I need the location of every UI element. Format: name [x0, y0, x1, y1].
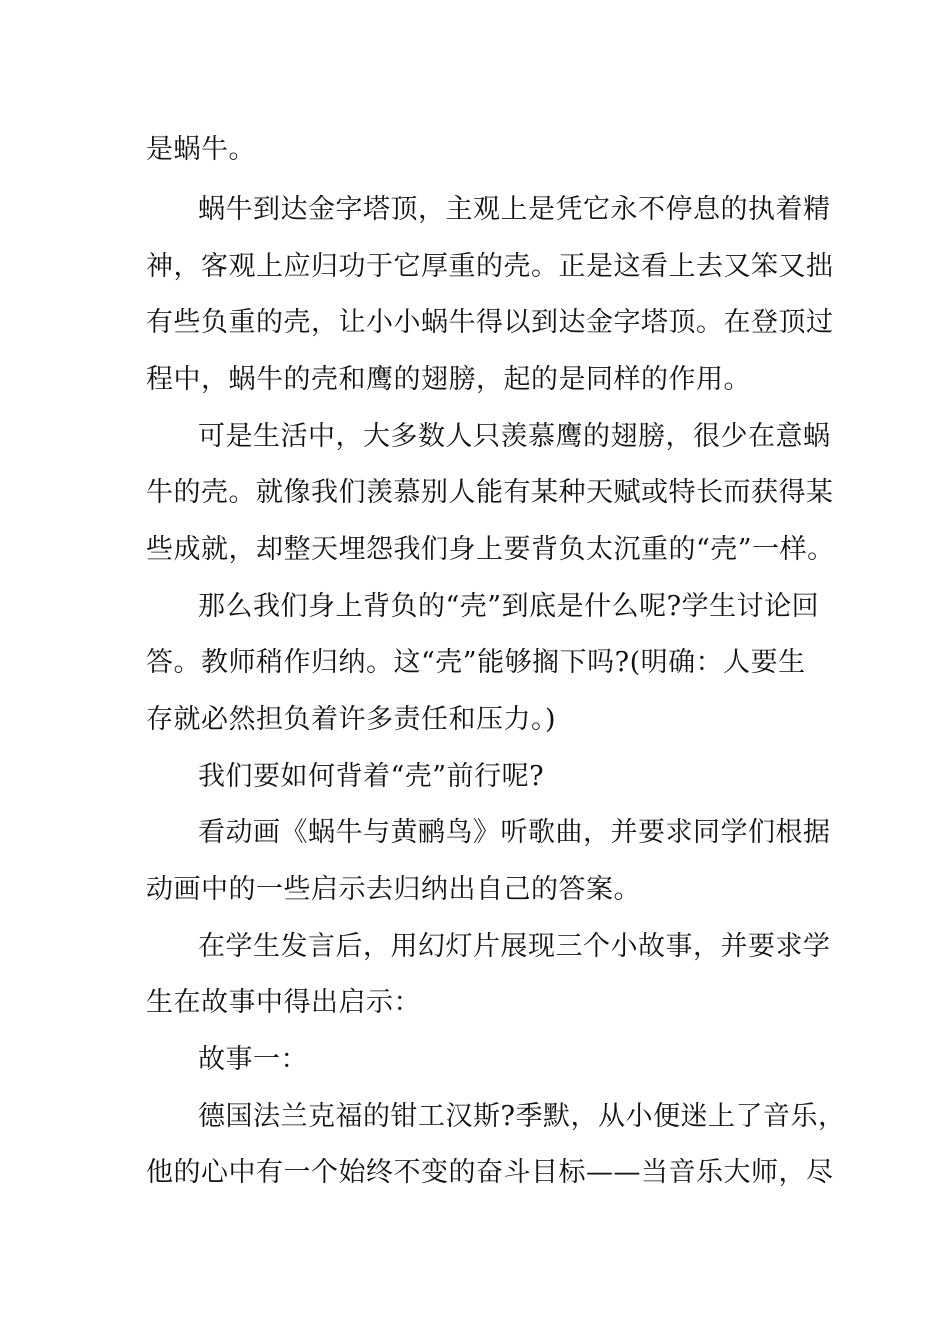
- text-line: 生在故事中得出启示：: [146, 987, 421, 1018]
- text-line: 存就必然担负着许多责任和压力。): [146, 704, 557, 735]
- text-line: 些成就，却整天埋怨我们身上要背负太沉重的“壳”一样。: [146, 534, 835, 565]
- text-line: 神，客观上应归功于它厚重的壳。正是这看上去又笨又拙: [146, 251, 834, 282]
- text-line: 程中，蜗牛的壳和鹰的翅膀，起的是同样的作用。: [146, 364, 751, 395]
- story-heading: 故事一：: [198, 1044, 308, 1075]
- text-line: 牛的壳。就像我们羡慕别人能有某种天赋或特长而获得某: [146, 477, 834, 508]
- paragraph-first-line: 在学生发言后，用幻灯片展现三个小故事，并要求学: [198, 931, 831, 962]
- text-line: 是蜗牛。: [146, 134, 256, 165]
- paragraph-first-line: 可是生活中，大多数人只羡慕鹰的翅膀，很少在意蜗: [198, 421, 831, 452]
- paragraph-first-line: 那么我们身上背负的“壳”到底是什么呢?学生讨论回: [198, 591, 820, 622]
- paragraph-first-line: 我们要如何背着“壳”前行呢?: [198, 761, 545, 792]
- paragraph-first-line: 看动画《蜗牛与黄鹂鸟》听歌曲，并要求同学们根据: [198, 817, 831, 848]
- text-line: 有些负重的壳，让小小蜗牛得以到达金字塔顶。在登顶过: [146, 307, 834, 338]
- text-line: 他的心中有一个始终不变的奋斗目标——当音乐大师，尽: [146, 1157, 834, 1188]
- paragraph-first-line: 德国法兰克福的钳工汉斯?季默，从小便迷上了音乐，: [198, 1101, 846, 1132]
- text-line: 动画中的一些启示去归纳出自己的答案。: [146, 874, 641, 905]
- paragraph-first-line: 蜗牛到达金字塔顶，主观上是凭它永不停息的执着精: [198, 194, 831, 225]
- text-line: 答。教师稍作归纳。这“壳”能够搁下吗?(明确：人要生: [146, 647, 806, 678]
